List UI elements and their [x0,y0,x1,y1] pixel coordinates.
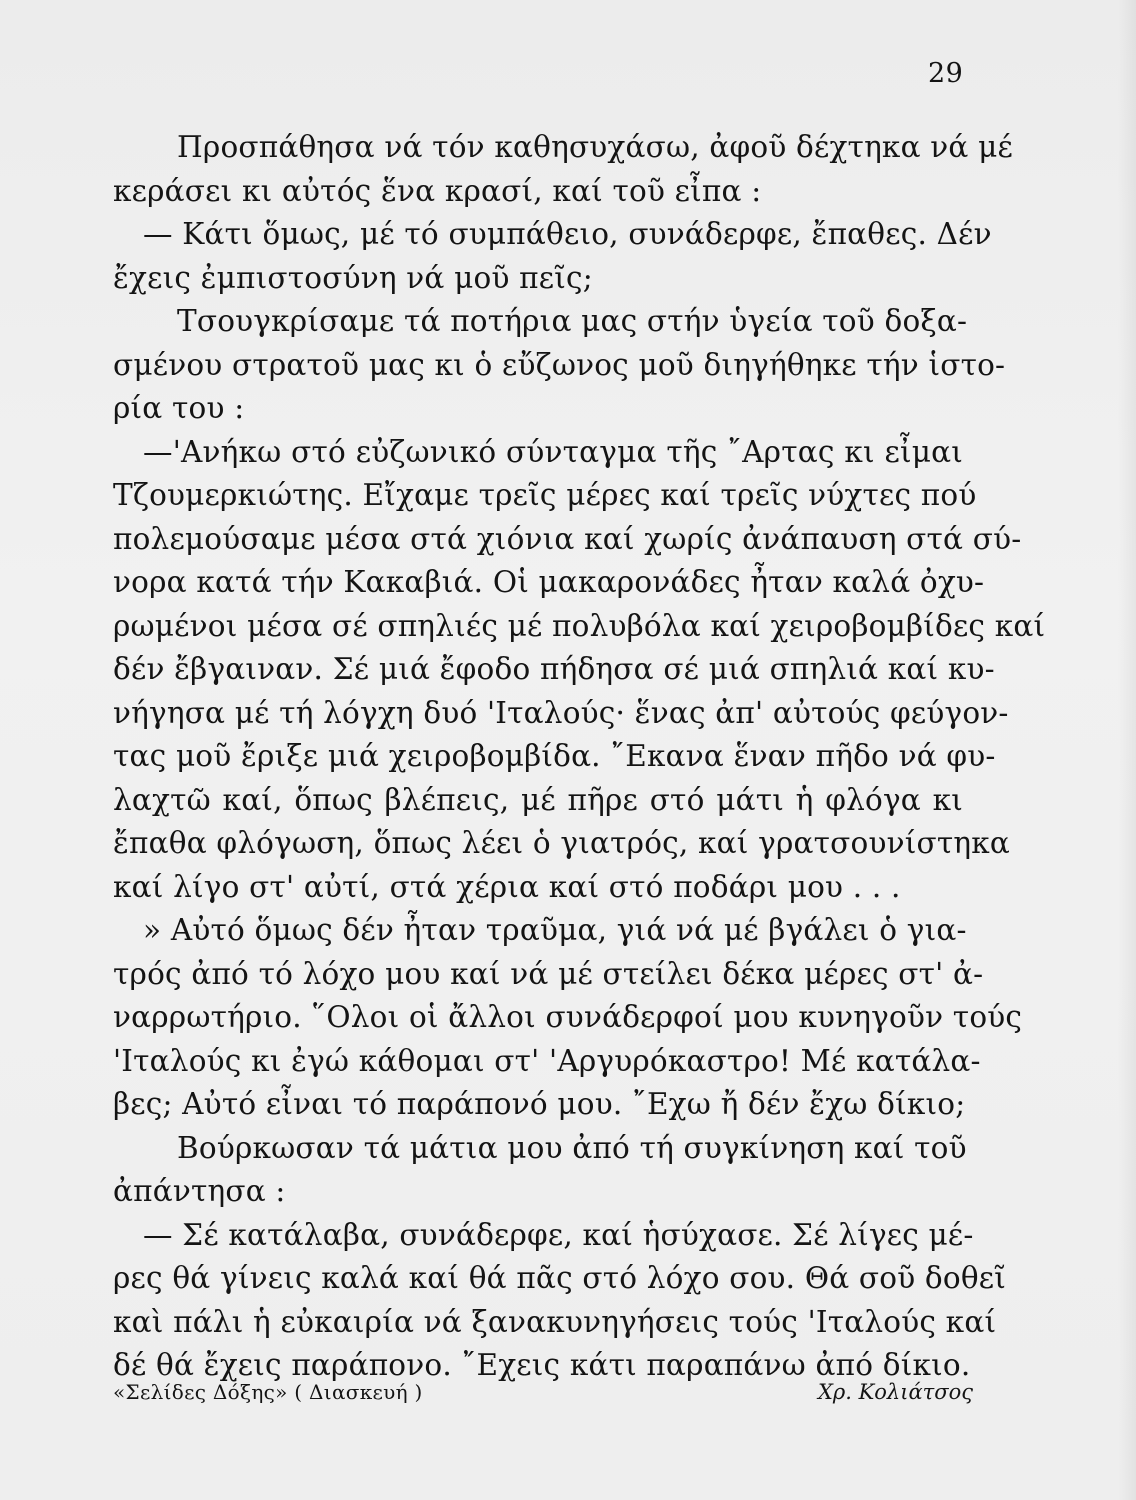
text-line: τρός ἀπό τό λόχο μου καί νά μέ στείλει δέκα μέρες στ' ἀ- [113,956,984,991]
page-number: 29 [928,58,964,89]
text-line: νήγησα μέ τή λόγχη δυό 'Ιταλούς· ἕνας ἀπ' αὐτούς φεύγον- [113,695,1009,730]
text-line: καὶ πάλι ἡ εὐκαιρία νά ξανακυνηγήσεις τούς 'Ιταλούς καί [113,1304,997,1339]
text-line: πολεμούσαμε μέσα στά χιόνια καί χωρίς ἀνάπαυση στά σύ- [113,521,1022,556]
text-line: ναρρωτήριο. ῞Ολοι οἱ ἄλλοι συνάδερφοί μου κυνηγοῦν τούς [113,1000,1023,1034]
text-line: κεράσει κι αὐτός ἕνα κρασί, καί τοῦ εἶπα : [113,173,762,208]
text-line: —'Ανήκω στό εὐζωνικό σύνταγμα τῆς ῎Αρτας κι εἶμαι [143,434,963,469]
text-line: ἔπαθα φλόγωση, ὅπως λέει ὁ γιατρός, καί γρατσουνίστηκα [113,826,1010,860]
text-line: — Σέ κατάλαβα, συνάδερφε, καί ἡσύχασε. Σέ λίγες μέ- [143,1217,974,1252]
body-text [113,126,1046,1388]
text-line: καί λίγο στ' αὐτί, στά χέρια καί στό ποδάρι μου . . . [113,869,901,904]
text-line: λαχτῶ καί, ὅπως βλέπεις, μέ πῆρε στό μάτι ἡ φλόγα κι [113,782,963,817]
page-footer [113,1380,973,1412]
text-line: τας μοῦ ἔριξε μιά χειροβομβίδα. ῎Εκανα ἕναν πῆδο νά φυ- [113,739,996,773]
text-line: ρες θά γίνεις καλά καί θά πᾶς στό λόχο σου. Θά σοῦ δοθεῖ [113,1261,1007,1295]
text-line: Τσουγκρίσαμε τά ποτήρια μας στήν ὑγεία τοῦ δοξα- [177,304,968,338]
page-edge-shadow [1118,0,1136,1500]
text-line: νορα κατά τήν Κακαβιά. Οἱ μακαρονάδες ἦταν καλά ὀχυ- [113,565,985,599]
text-line: σμένου στρατοῦ μας κι ὁ εὔζωνος μοῦ διηγήθηκε τήν ἱστο- [113,347,1006,382]
text-line: — Κάτι ὅμως, μέ τό συμπάθειο, συνάδερφε, ἔπαθες. Δέν [143,217,992,251]
text-line: Βούρκωσαν τά μάτια μου ἀπό τή συγκίνηση καί τοῦ [177,1130,967,1165]
text-line: ἔχεις ἐμπιστοσύνη νά μοῦ πεῖς; [113,260,593,295]
author-name: Χρ. Κολιάτσος [817,1380,973,1404]
text-line: Προσπάθησα νά τόν καθησυχάσω, ἀφοῦ δέχτηκα νά μέ [177,130,1013,164]
text-line: δέν ἔβγαιναν. Σέ μιά ἔφοδο πήδησα σέ μιά σπηλιά καί κυ- [113,652,995,686]
text-line: δέ θά ἔχεις παράπονο. ῎Εχεις κάτι παραπάνω ἀπό δίκιο. [113,1348,971,1382]
text-line: ἀπάντησα : [113,1174,286,1208]
text-line: Τζουμερκιώτης. Εἴχαμε τρεῖς μέρες καί τρεῖς νύχτες πού [113,478,977,512]
text-line: ρία του : [113,391,245,425]
text-line: » Αὐτό ὅμως δέν ἦταν τραῦμα, γιά νά μέ βγάλει ὁ για- [143,913,967,947]
text-line: ρωμένοι μέσα σέ σπηλιές μέ πολυβόλα καί χειροβομβίδες καί [113,608,1046,643]
text-line: βες; Αὐτό εἶναι τό παράπονό μου. ῎Εχω ἤ δέν ἔχω δίκιο; [113,1087,966,1121]
text-line: 'Ιταλούς κι ἐγώ κάθομαι στ' 'Αργυρόκαστρο! Μέ κατάλα- [113,1043,981,1078]
source-citation: «Σελίδες Δόξης» ( Διασκευή ) [113,1380,423,1404]
